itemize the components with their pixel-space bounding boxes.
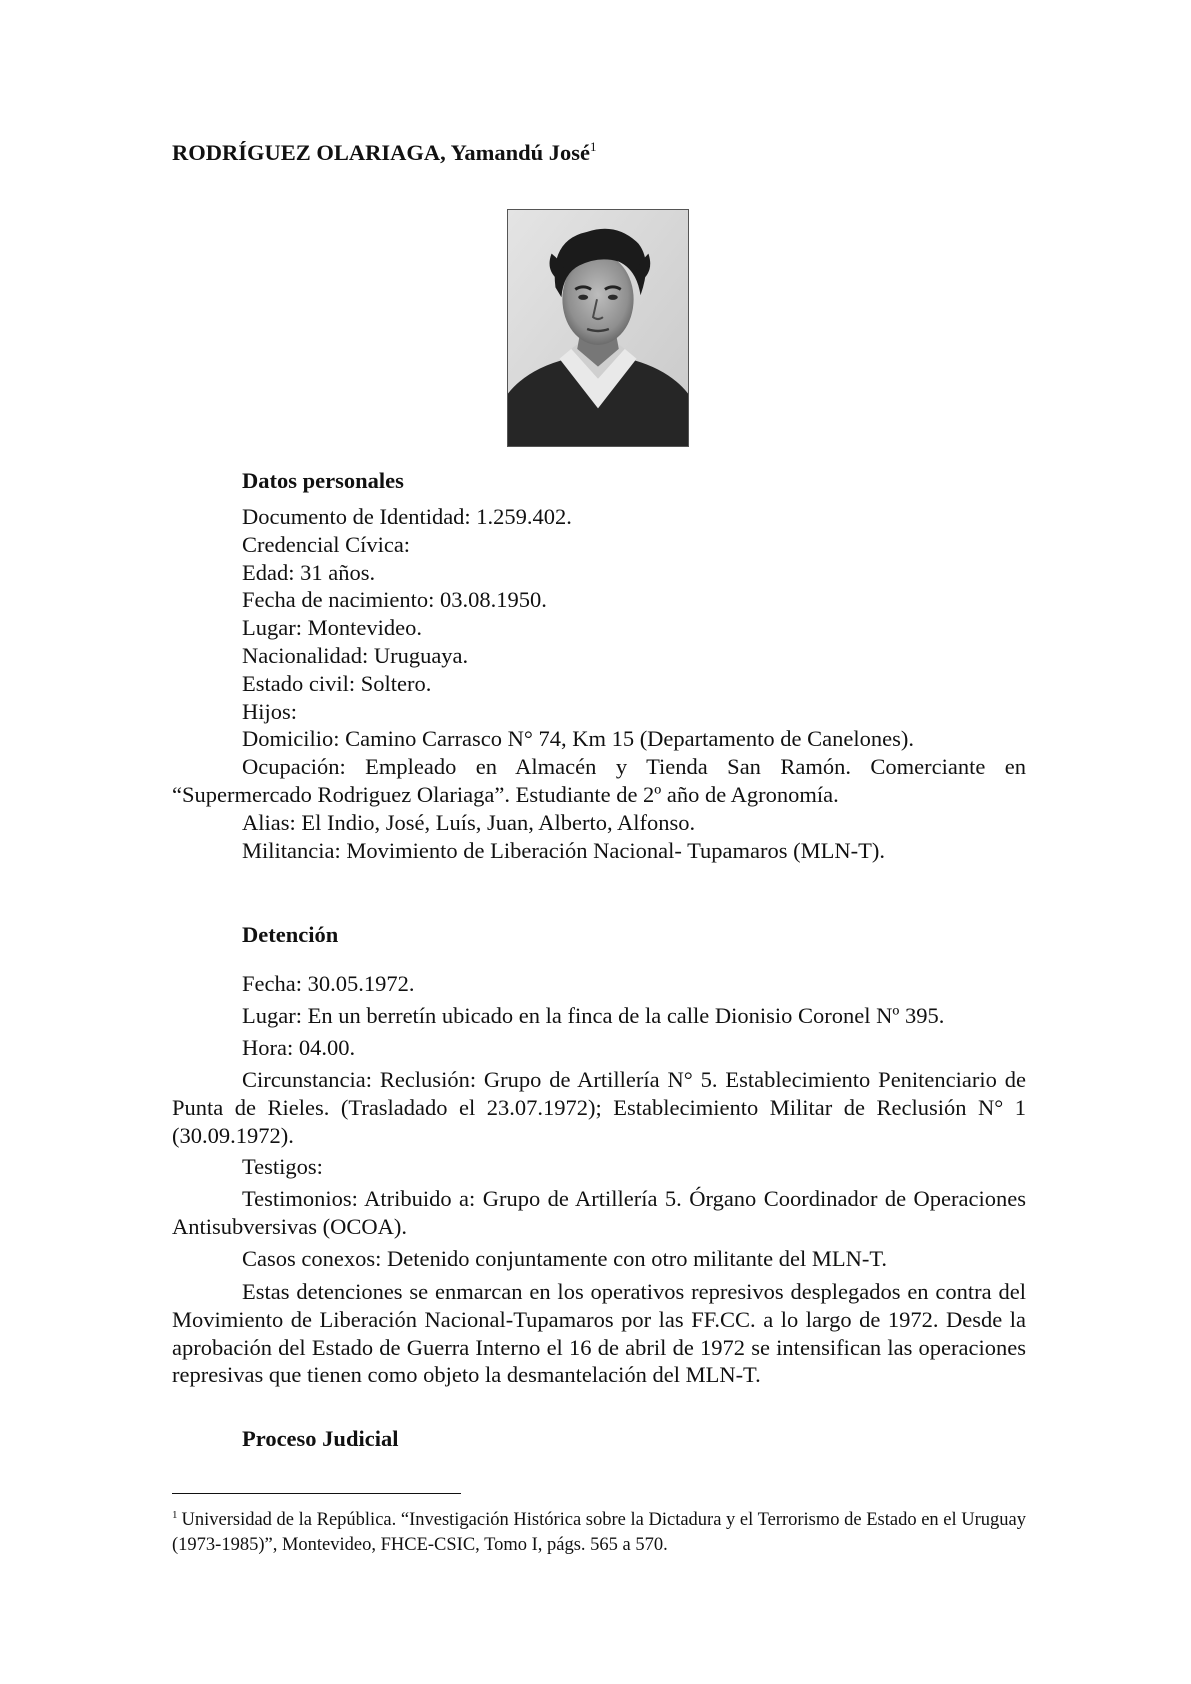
dato-fecha-nacimiento: Fecha de nacimiento: 03.08.1950.	[242, 587, 547, 613]
dato-credencial: Credencial Cívica:	[242, 531, 411, 557]
dato-estado-civil: Estado civil: Soltero.	[242, 670, 432, 696]
dato-lugar: Lugar: Montevideo.	[242, 615, 422, 641]
footnote-number: 1	[172, 1509, 178, 1521]
footnote-reference[interactable]: 1	[589, 139, 597, 154]
section-heading-datos-personales: Datos personales	[242, 468, 404, 493]
dato-militancia: Militancia: Movimiento de Liberación Nacional- Tupamaros (MLN-T).	[242, 837, 885, 863]
page-title	[172, 139, 596, 166]
footnote-text: Universidad de la República. “Investigación Histórica sobre la Dictadura y el Terrorismo de Estado en el Uruguay (1973-1985)”, Montevideo, FHCE-CSIC, Tomo I, págs. 565 a 570.	[172, 1510, 1026, 1555]
dato-alias: Alias: El Indio, José, Luís, Juan, Alberto, Alfonso.	[242, 809, 696, 835]
section-heading-proceso-judicial: Proceso Judicial	[242, 1426, 399, 1451]
detencion-circunstancia: Circunstancia: Reclusión: Grupo de Artillería N° 5. Establecimiento Penitenciario de Punta de Rieles. (Trasladado el 23.07.1972); Establecimiento Militar de Reclusión N° 1 (30.09.1972).	[172, 1067, 1026, 1148]
dato-documento: Documento de Identidad: 1.259.402.	[242, 504, 572, 529]
detencion-fecha-text: Fecha: 30.05.1972.	[242, 971, 415, 996]
detencion-casos-conexos	[172, 1245, 1026, 1273]
portrait-photo	[507, 209, 689, 447]
detencion-hora-text: Hora: 04.00.	[242, 1035, 356, 1060]
detencion-hora	[172, 1034, 1026, 1062]
title-text: RODRÍGUEZ OLARIAGA, Yamandú José	[172, 140, 590, 165]
dato-nacionalidad: Nacionalidad: Uruguaya.	[242, 642, 469, 668]
dato-ocupacion-line2: “Supermercado Rodriguez Olariaga”. Estudiante de 2º año de Agronomía.	[172, 781, 839, 807]
datos-personales-block	[172, 503, 1026, 864]
portrait-icon	[508, 210, 688, 446]
dato-domicilio: Domicilio: Camino Carrasco N° 74, Km 15 (Departamento de Canelones).	[242, 726, 914, 752]
detencion-testigos	[172, 1153, 1026, 1181]
dato-edad: Edad: 31 años.	[242, 559, 376, 585]
detencion-lugar	[172, 1002, 1026, 1030]
detencion-casos-conexos-text: Casos conexos: Detenido conjuntamente con otro militante del MLN-T.	[242, 1246, 888, 1271]
detencion-testigos-text: Testigos:	[242, 1154, 323, 1179]
section-heading-detencion: Detención	[242, 922, 339, 947]
detencion-contexto: Estas detenciones se enmarcan en los operativos represivos desplegados en contra del Movimiento de Liberación Nacional-Tupamaros por las FF.CC. a lo largo de 1972. Desde la aprobación del Estado de Guerra Interno el 16 de abril de 1972 se intensifican las operaciones represivas que tienen como objeto la desmantelación del MLN-T.	[172, 1279, 1026, 1388]
dato-hijos: Hijos:	[242, 698, 298, 724]
detencion-testimonios: Testimonios: Atribuido a: Grupo de Artillería 5. Órgano Coordinador de Operaciones Antisubversivas (OCOA).	[172, 1186, 1026, 1239]
detencion-fecha	[172, 970, 1026, 998]
footnote-divider	[172, 1493, 461, 1494]
detencion-lugar-text: Lugar: En un berretín ubicado en la finca de la calle Dionisio Coronel Nº 395.	[242, 1003, 945, 1028]
footnote	[172, 1503, 1026, 1558]
dato-ocupacion-line1: Ocupación: Empleado en Almacén y Tienda San Ramón. Comerciante en	[242, 754, 1026, 780]
